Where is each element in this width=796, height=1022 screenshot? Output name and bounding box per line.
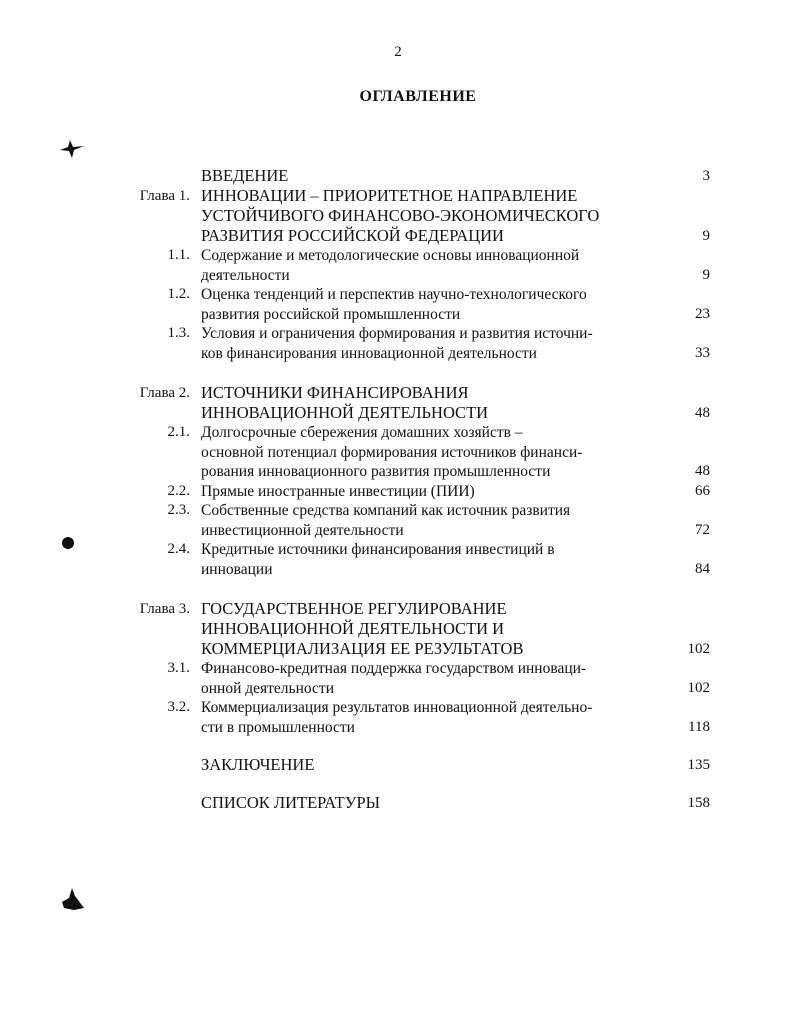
toc-entry-number: 1.3. bbox=[167, 325, 190, 341]
toc-entry-section-3-1[interactable] bbox=[0, 659, 796, 698]
toc-entry-title: ГОСУДАРСТВЕННОЕ РЕГУЛИРОВАНИЕ bbox=[201, 599, 507, 618]
toc-entry-title: Условия и ограничения формирования и развития источни- bbox=[201, 325, 593, 342]
toc-entry-title: Финансово-кредитная поддержка государством инноваци- bbox=[201, 660, 587, 677]
toc-entry-page: 118 bbox=[688, 718, 710, 735]
toc-entry-page: 66 bbox=[695, 482, 710, 499]
spacer bbox=[0, 363, 796, 383]
toc-entry-section-2-4[interactable] bbox=[0, 540, 796, 579]
toc-entry-title: ИСТОЧНИКИ ФИНАНСИРОВАНИЯ bbox=[201, 383, 469, 402]
toc-entry-section-1-2[interactable] bbox=[0, 285, 796, 324]
toc-entry-title: Оценка тенденций и перспектив научно-технологического bbox=[201, 286, 587, 303]
toc-entry-page: 48 bbox=[695, 463, 710, 479]
scan-speck-top bbox=[58, 138, 88, 160]
toc-entry-section-2-2[interactable] bbox=[0, 482, 796, 502]
toc-entry-title: Долгосрочные сбережения домашних хозяйств – bbox=[201, 424, 523, 441]
toc-entry-number: Глава 2. bbox=[139, 385, 190, 401]
toc-entry-number: 1.2. bbox=[167, 286, 190, 302]
toc-entry-page: 102 bbox=[687, 641, 710, 657]
toc-entry-title: Прямые иностранные инвестиции (ПИИ) bbox=[201, 482, 475, 500]
toc-entry-title: основной потенциал формирования источников финанси- bbox=[201, 443, 583, 461]
toc-entry-page: 3 bbox=[702, 168, 710, 184]
toc-entry-section-3-2[interactable] bbox=[0, 698, 796, 737]
toc-entry-number: 2.3. bbox=[167, 502, 190, 518]
page-number: 2 bbox=[394, 44, 402, 60]
toc-entry-section-2-3[interactable] bbox=[0, 501, 796, 540]
toc-entry-references[interactable] bbox=[0, 793, 796, 813]
toc-entry-title: Кредитные источники финансирования инвестиций в bbox=[201, 541, 555, 558]
toc-entry-title: онной деятельности bbox=[201, 679, 334, 697]
toc-entry-number: 2.1. bbox=[167, 424, 190, 440]
toc-entry-title: рования инновационного развития промышленности bbox=[201, 463, 551, 480]
toc-entry-page: 158 bbox=[687, 795, 710, 811]
toc-entry-chapter-2[interactable] bbox=[0, 383, 796, 423]
toc-entry-title: КОММЕРЦИАЛИЗАЦИЯ ЕЕ РЕЗУЛЬТАТОВ bbox=[201, 639, 524, 658]
toc-entry-title: ЗАКЛЮЧЕНИЕ bbox=[201, 755, 315, 774]
toc-entry-title: ИННОВАЦИОННОЙ ДЕЯТЕЛЬНОСТИ bbox=[201, 403, 489, 422]
toc-entry-number: Глава 3. bbox=[139, 601, 190, 617]
toc-entry-page: 102 bbox=[687, 679, 710, 696]
toc-entry-page: 135 bbox=[687, 757, 710, 773]
toc-entry-page: 48 bbox=[695, 405, 710, 421]
toc-entry-chapter-1[interactable] bbox=[0, 186, 796, 246]
toc-entry-title: сти в промышленности bbox=[201, 718, 355, 736]
page-title: ОГЛАВЛЕНИЕ bbox=[359, 88, 477, 105]
toc-entry-page: 33 bbox=[695, 344, 710, 361]
toc-entry-title: инновации bbox=[201, 560, 273, 578]
toc-entry-title: ВВЕДЕНИЕ bbox=[201, 166, 289, 185]
toc-entry-title: Коммерциализация результатов инновационной деятельно- bbox=[201, 699, 593, 716]
toc-entry-number: 2.4. bbox=[167, 541, 190, 557]
spacer bbox=[0, 775, 796, 793]
toc-entry-page: 9 bbox=[702, 266, 710, 283]
toc-entry-page: 9 bbox=[702, 228, 710, 244]
toc-entry-introduction[interactable] bbox=[0, 166, 796, 186]
toc-entry-number: 3.2. bbox=[167, 699, 190, 715]
toc-entry-conclusion[interactable] bbox=[0, 755, 796, 775]
toc-entry-title: ков финансирования инновационной деятельности bbox=[201, 344, 537, 362]
toc-entry-title: УСТОЙЧИВОГО ФИНАНСОВО-ЭКОНОМИЧЕСКОГО bbox=[201, 206, 600, 225]
toc-entry-section-1-1[interactable] bbox=[0, 246, 796, 285]
toc-entry-title: Содержание и методологические основы инновационной bbox=[201, 247, 580, 264]
toc-entry-title: РАЗВИТИЯ РОССИЙСКОЙ ФЕДЕРАЦИИ bbox=[201, 226, 504, 245]
spacer bbox=[0, 579, 796, 599]
toc-entry-title: ИННОВАЦИИ – ПРИОРИТЕТНОЕ НАПРАВЛЕНИЕ bbox=[201, 186, 578, 205]
toc-entry-number: 3.1. bbox=[167, 660, 190, 676]
toc-entry-title: развития российской промышленности bbox=[201, 305, 461, 323]
toc-entry-section-1-3[interactable] bbox=[0, 324, 796, 363]
table-of-contents bbox=[0, 166, 796, 813]
toc-entry-number: 2.2. bbox=[167, 482, 190, 499]
toc-entry-title: Собственные средства компаний как источник развития bbox=[201, 502, 571, 519]
scan-speck-bottom bbox=[60, 886, 86, 914]
toc-entry-number: Глава 1. bbox=[139, 188, 190, 204]
toc-entry-chapter-3[interactable] bbox=[0, 599, 796, 659]
toc-entry-title: инвестиционной деятельности bbox=[201, 521, 404, 539]
toc-entry-page: 72 bbox=[695, 521, 710, 538]
toc-entry-title: ИННОВАЦИОННОЙ ДЕЯТЕЛЬНОСТИ И bbox=[201, 619, 505, 638]
toc-entry-section-2-1[interactable] bbox=[0, 423, 796, 482]
toc-entry-page: 23 bbox=[695, 305, 710, 322]
toc-entry-number: 1.1. bbox=[167, 247, 190, 263]
toc-entry-page: 84 bbox=[695, 560, 710, 577]
toc-entry-title: СПИСОК ЛИТЕРАТУРЫ bbox=[201, 793, 381, 812]
spacer bbox=[0, 737, 796, 755]
toc-entry-title: деятельности bbox=[201, 266, 290, 284]
